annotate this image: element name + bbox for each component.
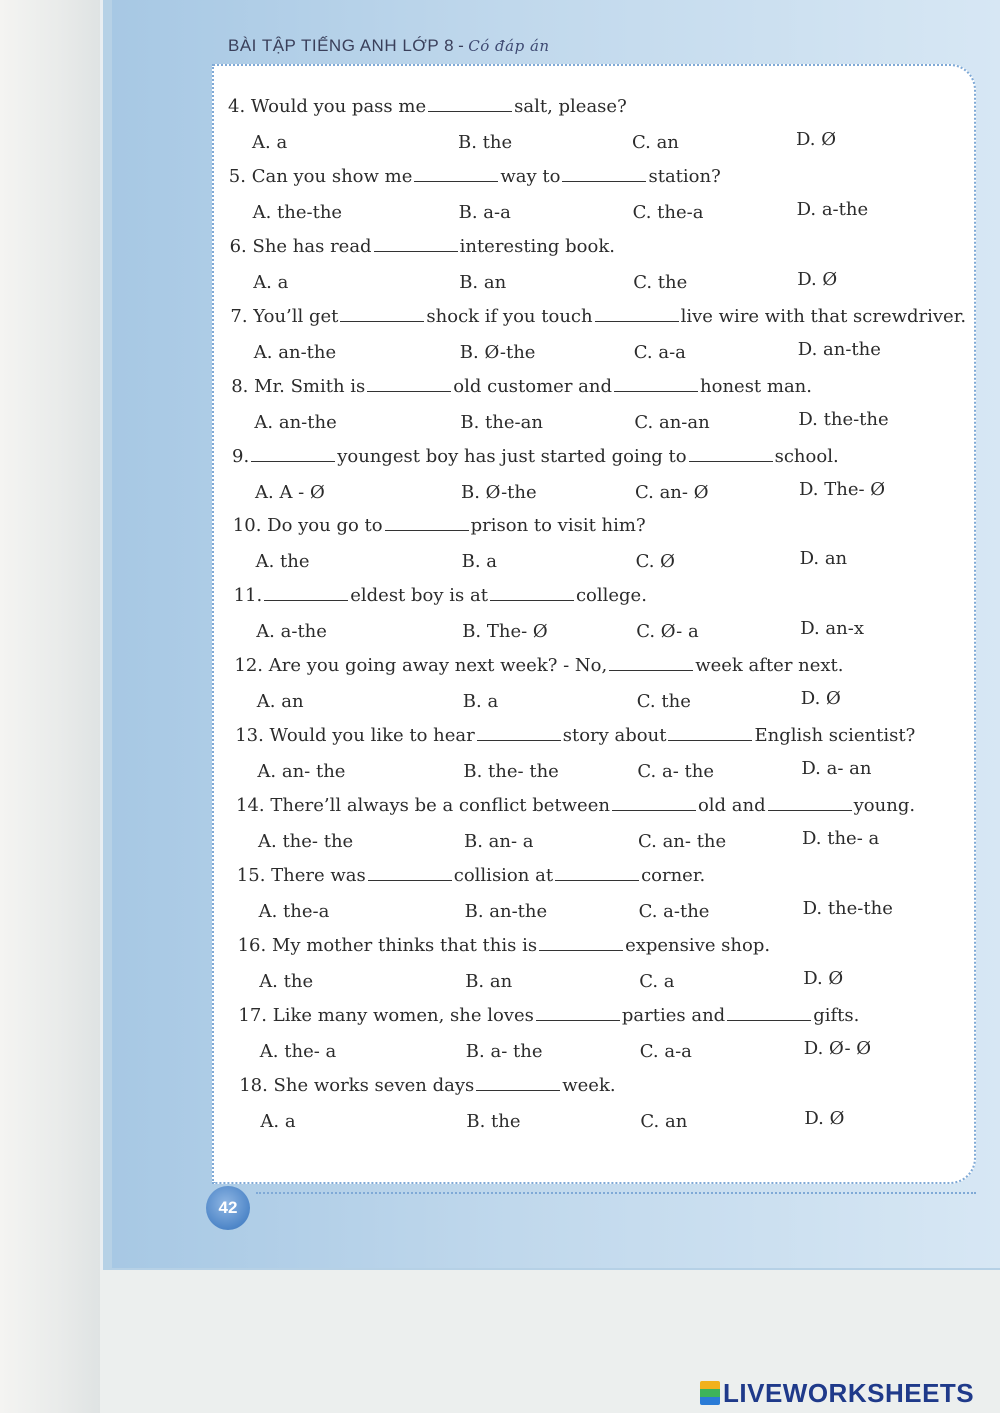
answer-option[interactable]: A. an-the xyxy=(254,411,337,433)
answer-option[interactable]: B. a- the xyxy=(465,1040,543,1062)
answer-option[interactable]: D. Ø- Ø xyxy=(803,1037,872,1059)
liveworksheets-watermark xyxy=(700,1378,974,1409)
answer-option[interactable]: B. a xyxy=(461,551,497,573)
answer-option[interactable]: B. an xyxy=(465,970,513,992)
question-text: 8. Mr. Smith is xyxy=(231,375,366,397)
liveworksheets-logo-icon xyxy=(700,1381,720,1405)
answer-option[interactable]: C. the xyxy=(636,691,691,713)
question-text: interesting book. xyxy=(459,235,615,257)
answer-option[interactable]: D. an xyxy=(799,548,848,570)
answer-blank[interactable] xyxy=(264,586,348,601)
question-text: 11. xyxy=(233,585,263,607)
question-stem xyxy=(237,865,705,886)
answer-option[interactable]: C. a xyxy=(639,970,675,992)
answer-option[interactable]: D. Ø xyxy=(797,268,838,290)
question-text: expensive shop. xyxy=(625,934,771,956)
answer-option[interactable]: A. an-the xyxy=(253,341,337,363)
answer-option[interactable]: B. the xyxy=(466,1110,521,1132)
question-stem xyxy=(229,166,721,187)
answer-blank[interactable] xyxy=(614,377,698,392)
footer-divider xyxy=(256,1192,976,1194)
answer-option[interactable]: A. the xyxy=(259,970,314,992)
answer-option[interactable]: C. the xyxy=(633,271,688,293)
answer-blank[interactable] xyxy=(490,586,574,601)
answer-option[interactable]: C. an-an xyxy=(634,411,710,433)
question-text: 18. She works seven days xyxy=(239,1074,475,1096)
answer-option[interactable]: B. a xyxy=(462,691,499,713)
answer-blank[interactable] xyxy=(476,1076,560,1091)
question-text: parties and xyxy=(621,1004,726,1026)
answer-option[interactable]: B. Ø-the xyxy=(461,481,537,503)
answer-blank[interactable] xyxy=(595,307,679,322)
question-stem xyxy=(230,236,615,257)
question-text: week. xyxy=(562,1074,616,1096)
answer-option[interactable]: B. Ø-the xyxy=(459,341,536,363)
question-stem xyxy=(232,446,839,467)
question-stem xyxy=(238,1005,859,1026)
question-text: 10. Do you go to xyxy=(232,515,383,537)
question-stem xyxy=(231,376,812,397)
answer-option[interactable]: A. the- a xyxy=(259,1040,337,1062)
scan-margin xyxy=(0,0,100,1413)
answer-option[interactable]: A. an- the xyxy=(257,761,346,783)
answer-option[interactable]: C. an- Ø xyxy=(635,481,709,503)
question-text: college. xyxy=(575,585,647,607)
answer-option[interactable]: D. the-the xyxy=(802,897,893,919)
question-stem xyxy=(234,655,843,676)
answer-option[interactable]: B. the-an xyxy=(460,411,543,433)
answer-option[interactable]: C. Ø- a xyxy=(636,621,699,643)
question-text: eldest boy is at xyxy=(350,585,488,607)
answer-option[interactable]: A. the- the xyxy=(258,831,354,852)
answer-option[interactable]: B. an xyxy=(459,271,507,293)
answer-option[interactable]: D. a- an xyxy=(801,758,872,780)
answer-option[interactable]: A. the-the xyxy=(252,201,343,223)
header-separator: - xyxy=(458,36,465,55)
answer-option[interactable]: D. The- Ø xyxy=(799,478,886,500)
answer-option[interactable]: B. the xyxy=(458,132,513,153)
answer-blank[interactable] xyxy=(768,796,852,811)
question-stem xyxy=(228,96,627,117)
question-text: 16. My mother thinks that this is xyxy=(237,934,538,956)
answer-option[interactable]: D. Ø xyxy=(800,688,841,710)
answer-option[interactable]: D. an-the xyxy=(797,338,881,360)
answer-option[interactable]: B. The- Ø xyxy=(462,621,548,643)
answer-blank[interactable] xyxy=(374,237,458,252)
header-title: BÀI TẬP TIẾNG ANH LỚP 8 xyxy=(228,36,455,55)
question-text: 13. Would you like to hear xyxy=(235,725,475,747)
answer-option[interactable]: A. a xyxy=(253,271,289,293)
answer-option[interactable]: C. Ø xyxy=(635,551,675,573)
question-text: young. xyxy=(853,795,916,816)
answer-option[interactable]: D. an-x xyxy=(800,618,864,640)
answer-blank[interactable] xyxy=(612,796,696,811)
question-text: 7. You’ll get xyxy=(230,305,339,327)
question-stem xyxy=(236,795,915,816)
answer-blank[interactable] xyxy=(477,726,561,741)
question-text: live wire with that screwdriver. xyxy=(680,305,967,327)
answer-blank[interactable] xyxy=(609,656,693,671)
question-text: English scientist? xyxy=(754,725,916,747)
answer-option[interactable]: D. Ø xyxy=(803,967,844,989)
answer-option[interactable]: D. a-the xyxy=(796,198,869,220)
question-text: salt, please? xyxy=(514,96,627,117)
answer-option[interactable]: C. a- the xyxy=(637,761,714,783)
question-text: prison to visit him? xyxy=(470,515,646,537)
question-text: old and xyxy=(697,795,766,816)
question-text: station? xyxy=(648,165,721,187)
question-text: school. xyxy=(774,445,839,467)
question-text: 6. She has read xyxy=(229,235,372,257)
answer-blank[interactable] xyxy=(562,167,646,182)
question-text: 14. There’ll always be a conflict between xyxy=(236,795,610,816)
answer-option[interactable]: A. a-the xyxy=(256,621,327,643)
answer-blank[interactable] xyxy=(367,377,451,392)
question-text: collision at xyxy=(453,864,554,886)
answer-option[interactable]: C. an xyxy=(632,132,679,153)
answer-option[interactable]: B. the- the xyxy=(463,761,559,783)
page-number: 42 xyxy=(218,1198,238,1217)
answer-option[interactable]: A. A - Ø xyxy=(255,481,325,503)
question-text: story about xyxy=(562,725,667,747)
question-text: 12. Are you going away next week? - No, xyxy=(234,655,608,677)
question-text: 4. Would you pass me xyxy=(228,96,427,117)
question-text: youngest boy has just started going to xyxy=(337,445,687,467)
watermark-text: LIVEWORKSHEETS xyxy=(723,1378,975,1408)
answer-option[interactable]: A. the xyxy=(255,551,310,573)
question-stem xyxy=(233,515,646,536)
answer-blank[interactable] xyxy=(414,167,498,182)
question-text: 17. Like many women, she loves xyxy=(238,1004,534,1026)
question-stem xyxy=(238,935,771,956)
answer-blank[interactable] xyxy=(385,516,469,531)
answer-option[interactable]: D. Ø xyxy=(796,129,836,150)
question-text: corner. xyxy=(641,864,706,886)
answer-blank[interactable] xyxy=(539,936,623,951)
answer-blank[interactable] xyxy=(536,1006,620,1021)
answer-blank[interactable] xyxy=(368,866,452,881)
question-text: gifts. xyxy=(813,1004,860,1026)
answer-option[interactable]: C. an- the xyxy=(638,831,727,852)
answer-option[interactable]: A. a xyxy=(260,1110,296,1132)
question-stem xyxy=(235,725,915,746)
question-text: way to xyxy=(500,165,561,187)
answer-option[interactable]: B. a-a xyxy=(458,201,511,223)
answer-blank[interactable] xyxy=(668,726,752,741)
answer-option[interactable]: C. a-a xyxy=(639,1040,692,1062)
answer-option[interactable]: B. an- a xyxy=(464,831,534,852)
answer-blank[interactable] xyxy=(428,97,512,112)
question-text: old customer and xyxy=(453,375,613,397)
question-text: 15. There was xyxy=(236,864,366,886)
answer-option[interactable]: D. Ø xyxy=(804,1107,845,1129)
header-subtitle: Có đáp án xyxy=(468,37,550,55)
answer-option[interactable]: C. a-the xyxy=(638,900,710,922)
answer-option[interactable]: A. an xyxy=(256,691,304,713)
question-stem xyxy=(230,306,966,327)
answer-blank[interactable] xyxy=(340,307,424,322)
question-text: 9. xyxy=(232,445,250,467)
answer-option[interactable]: C. an xyxy=(640,1110,688,1132)
answer-option[interactable]: C. a-a xyxy=(633,341,686,363)
question-text: shock if you touch xyxy=(426,305,593,327)
answer-option[interactable]: A. the-a xyxy=(258,900,330,922)
question-text: honest man. xyxy=(700,375,812,397)
answer-blank[interactable] xyxy=(251,447,335,462)
answer-option[interactable]: A. a xyxy=(252,132,288,153)
answer-blank[interactable] xyxy=(727,1006,811,1021)
question-text: 5. Can you show me xyxy=(228,165,413,187)
answer-option[interactable]: D. the- a xyxy=(802,828,880,849)
answer-option[interactable]: B. an-the xyxy=(464,900,548,922)
question-stem xyxy=(239,1075,615,1096)
question-stem xyxy=(234,585,647,606)
page-header xyxy=(228,36,550,56)
question-text: week after next. xyxy=(695,655,844,677)
answer-blank[interactable] xyxy=(555,866,639,881)
page-number-badge xyxy=(206,1186,250,1230)
answer-option[interactable]: D. the-the xyxy=(798,408,889,430)
answer-option[interactable]: C. the-a xyxy=(632,201,704,223)
answer-blank[interactable] xyxy=(689,447,773,462)
